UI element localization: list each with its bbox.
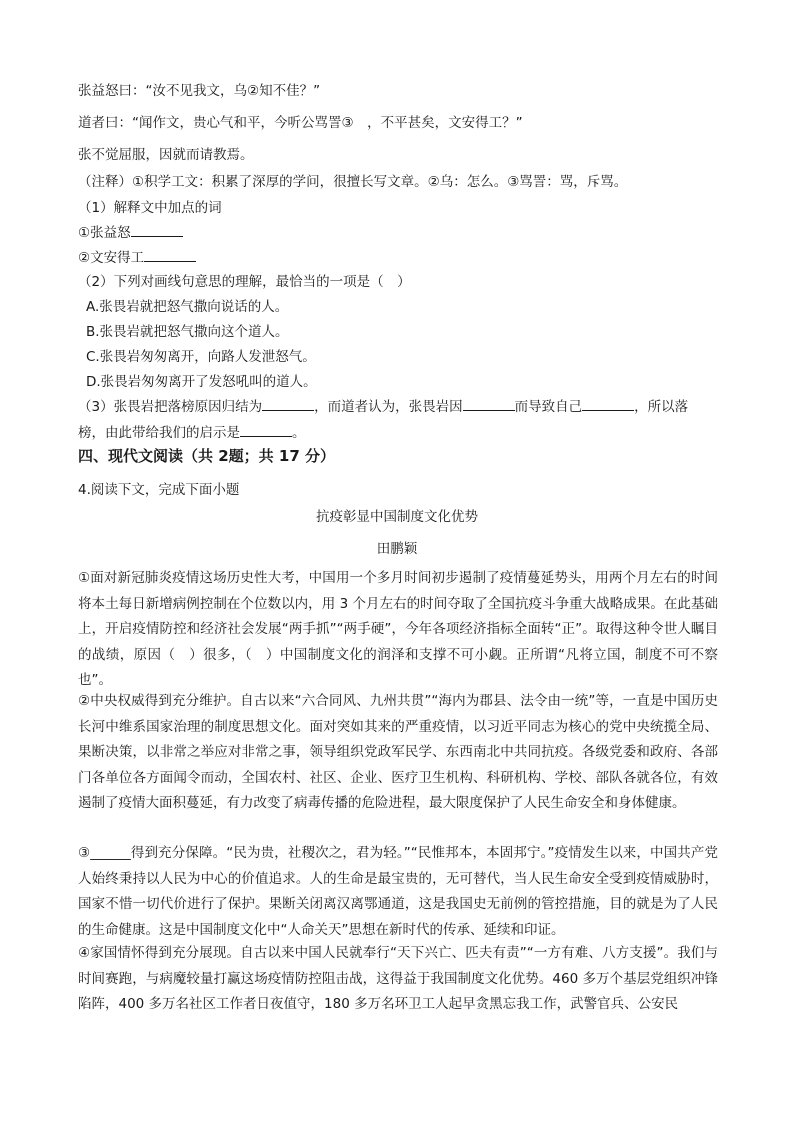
q3-text-1: （3）张畏岩把落榜原因归结为 (78, 399, 263, 415)
classical-line-2: 道者曰：“闻作文，贵心气和平，今听公骂詈③ ，不平甚矣，文安得工？” (78, 115, 523, 131)
annotation-note: （注释）①积学工文：积累了深厚的学问，很擅长写文章。②乌：怎么。③骂詈：骂，斥骂。 (78, 174, 628, 190)
answer-blank[interactable] (240, 422, 292, 437)
paragraph-3: ③______得到充分保障。“民为贵，社稷次之，君为轻。”“民惟邦本，本固邦宁。”疫情发生以来，中国共产党人始终秉持以人民为中心的价值追求。人的生命是最宝贵的，无可替代，当人民生命安全受到疫情威胁时，国家不惜一切代价进行了保护。果断关闭离汉离鄂通道，这是我国史无前例的管控措施，目的就是为了人民的生命健康。这是中国制度文化中“人命关天”思想在新时代的传承、延续和印证。 (78, 845, 718, 938)
q3-text-3: 而导致自己 (514, 399, 583, 415)
answer-blank[interactable] (262, 396, 314, 411)
q3-text-5: 榜，由此带给我们的启示是 (78, 425, 240, 441)
q3-text-4: ，所以落 (634, 399, 689, 415)
q1b-label: ②文安得工 (78, 250, 145, 266)
question-1-item-b (78, 247, 196, 268)
question-1-stem: （1）解释文中加点的词 (78, 200, 222, 216)
answer-blank[interactable] (582, 396, 634, 411)
q1a-label: ①张益怒 (78, 225, 131, 241)
question-1-item-a (78, 222, 183, 243)
article-author: 田鹏颖 (376, 541, 418, 557)
reading-instruction: 4.阅读下文，完成下面小题 (78, 482, 240, 498)
paragraph-1: ①面对新冠肺炎疫情这场历史性大考，中国用一个多月时间初步遏制了疫情蔓延势头，用两个月左右的时间将本土每日新增病例控制在个位数以内，用 3 个月左右的时间夺取了全国抗疫斗争重大战略成果。在此基础上，开启疫情防控和经济社会发展“两手抓”“两手硬”，今年各项经济指标全面转“正”。取得这种令世人瞩目的战绩，原因（ ）很多，（ ）中国制度文化的润泽和支撑不可小觑。正所谓“凡将立国，制度不可不察也”。 (78, 570, 718, 688)
answer-blank[interactable] (144, 247, 196, 262)
classical-line-3: 张不觉屈服，因就而请教焉。 (78, 147, 254, 163)
question-3-line-2 (78, 422, 306, 443)
answer-blank[interactable] (131, 222, 183, 237)
classical-line-1: 张益怒曰：“汝不见我文，乌②知不佳？” (78, 83, 321, 99)
answer-blank[interactable] (463, 396, 515, 411)
option-d[interactable]: D.张畏岩匆匆离开了发怒吼叫的道人。 (86, 374, 317, 390)
question-2-stem: （2）下列对画线句意思的理解，最恰当的一项是（ ） (78, 274, 411, 290)
option-a[interactable]: A.张畏岩就把怒气撒向说话的人。 (86, 299, 289, 315)
paragraph-2: ②中央权威得到充分维护。自古以来“六合同风、九州共贯”“海内为郡县、法令由一统”等，一直是中国历史长河中维系国家治理的制度思想文化。面对突如其来的严重疫情，以习近平同志为核心的党中央统揽全局、果断决策，以非常之举应对非常之事，领导组织党政军民学、东西南北中共同抗疫。各级党委和政府、各部门各单位各方面闻令而动，全国农村、社区、企业、医疗卫生机构、科研机构、学校、部队各就各位，有效遏制了疫情大面积蔓延，有力改变了病毒传播的危险进程，最大限度保护了人民生命安全和身体健康。 (78, 693, 718, 811)
q3-text-2: ，而道者认为，张畏岩因 (314, 399, 463, 415)
section-heading: 四、现代文阅读（共 2题；共 17 分） (78, 447, 335, 465)
q3-text-6: 。 (292, 425, 306, 441)
article-title: 抗疫彰显中国制度文化优势 (316, 509, 478, 525)
option-b[interactable]: B.张畏岩就把怒气撒向这个道人。 (86, 324, 289, 340)
option-c[interactable]: C.张畏岩匆匆离开，向路人发泄怒气。 (86, 349, 316, 365)
paragraph-4: ④家国情怀得到充分展现。自古以来中国人民就奉行“天下兴亡、匹夫有责”“一方有难、八方支援”。我们与时间赛跑，与病魔较量打赢这场疫情防控阻击战，这得益于我国制度文化优势。460 多万个基层党组织冲锋陷阵，400 多万名社区工作者日夜值守，180 多万名环卫工人起早贪黑忘我工作，武警官兵、公安民 (78, 945, 718, 1012)
question-3-line-1 (78, 396, 688, 417)
